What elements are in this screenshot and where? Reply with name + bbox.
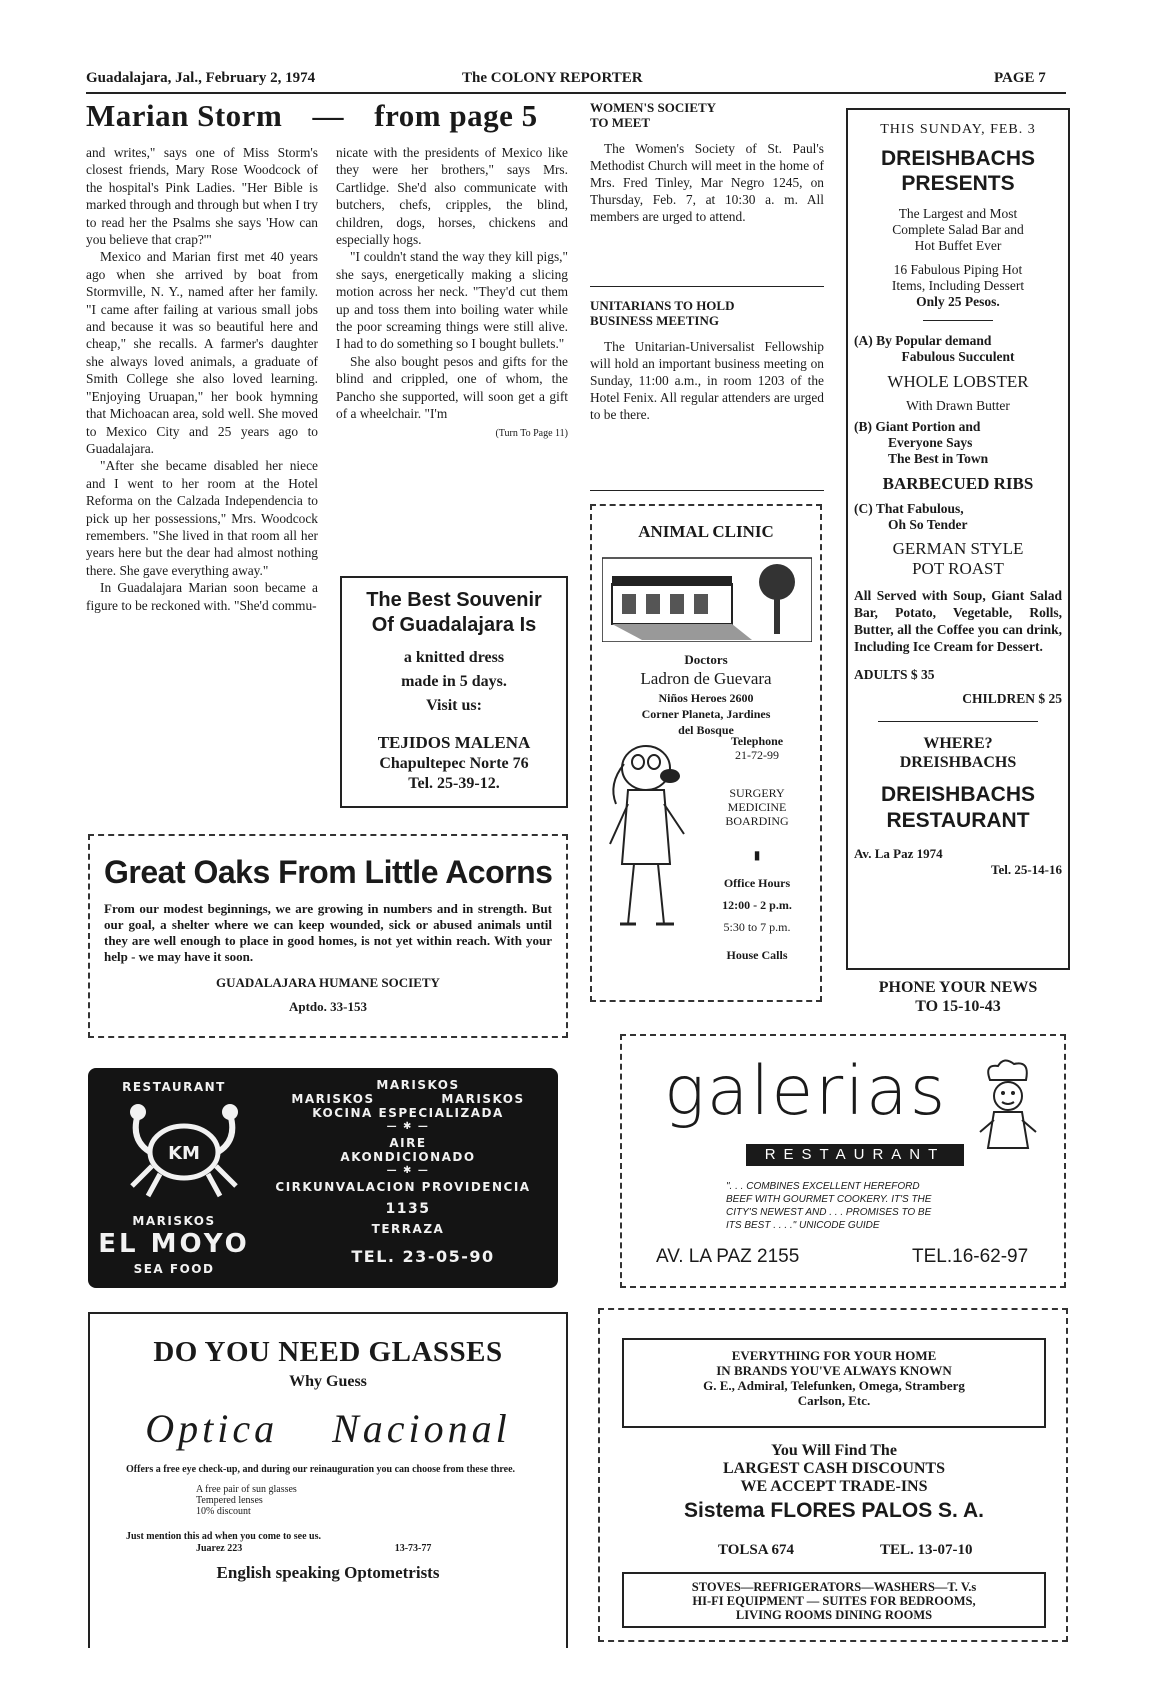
dr-restaurant-2: RESTAURANT: [886, 809, 1030, 832]
dog-doctor-illustration: [598, 734, 694, 934]
glasses-offer: Offers a free eye check-up, and during our reinauguration you can choose from these three.: [126, 1464, 516, 1475]
dr-tel: Tel. 25-14-16: [990, 862, 1062, 877]
galerias-quote-2: BEEF WITH GOURMET COOKERY. IT'S THE: [726, 1194, 932, 1205]
article-column-1: [86, 144, 318, 614]
moyo-mariscos-top: MARISKOS: [376, 1078, 460, 1092]
optica-word: Optica: [145, 1406, 279, 1451]
clinic-address-3: del Bosque: [678, 723, 734, 737]
moyo-star: — ✱ —: [386, 1165, 430, 1176]
galerias-address: AV. LA PAZ 2155: [656, 1246, 800, 1267]
flores-address: TOLSA 674: [718, 1542, 795, 1558]
headline-right: from page 5: [374, 98, 538, 133]
clinic-hours-1: 12:00 - 2 p.m.: [722, 898, 792, 912]
dr-fab-2: Items, Including Dessert: [891, 278, 1025, 293]
dr-salad-1: The Largest and Most: [898, 206, 1018, 221]
unitarians-head-1: UNITARIANS TO HOLD: [590, 298, 735, 313]
dr-name: DREISHBACHS: [880, 147, 1035, 170]
flores-brands-box: [622, 1338, 1046, 1428]
dr-b-2: Everyone Says: [888, 435, 973, 450]
unitarians-text: The Unitarian-Universalist Fellowship will hold an important business meeting on Sunday, 11:00 a.m., in room 1203 of the Hotel Fenix. All regular attenders are urged to be there.: [590, 339, 824, 422]
dr-where: WHERE?: [923, 735, 993, 752]
glasses-mention: Just mention this ad when you come to see us.: [126, 1531, 322, 1542]
souvenir-line-2: made in 5 days.: [401, 673, 507, 690]
animal-clinic-ad: [590, 504, 822, 1002]
acorns-text: From our modest beginnings, we are growing in numbers and in strength. But our goal, a shelter where we can keep wounded, sick or abused animals until they are well enough to place in good homes, is not yet within reach. With your help - we may have it soon.: [104, 901, 552, 964]
glasses-english: English speaking Optometrists: [216, 1563, 440, 1582]
dr-restaurant-1: DREISHBACHS: [880, 783, 1035, 806]
clinic-doctor-name: Ladron de Guevara: [640, 669, 772, 688]
dr-children: CHILDREN $ 25: [962, 691, 1062, 706]
galerias-quote-1: ". . . COMBINES EXCELLENT HEREFORD: [726, 1181, 920, 1192]
article-paragraph: Mexico and Marian first met 40 years ago when she arrived by boat from Stormville, N. Y., named after her family. "I came after failing at various small jobs and because it was so beautiful here and cheap," she recalls. A farmer's daughter she always loved animals, a graduate of Smith College she also loved learning. "Enjoying Uruapan," her book hymning that Michoacan area, sold well. She moved to Mexico City and 25 years ago to Guadalajara.: [86, 249, 318, 456]
moyo-terraza: TERRAZA: [371, 1222, 445, 1236]
moyo-number: 1135: [385, 1201, 431, 1217]
article-column-2: [336, 144, 568, 442]
dr-a-3: WHOLE LOBSTER: [887, 372, 1029, 391]
phone-line-1: PHONE YOUR NEWS: [878, 979, 1038, 996]
divider: [878, 721, 1038, 722]
clinic-service-3: BOARDING: [725, 814, 789, 828]
dr-presents: PRESENTS: [901, 172, 1015, 195]
galerias-logo: galerias: [664, 1052, 948, 1131]
souvenir-title-2: Of Guadalajara Is: [371, 614, 537, 636]
moyo-mariscos-right: MARISKOS: [441, 1092, 525, 1106]
clinic-hours-2: 5:30 to 7 p.m.: [723, 920, 791, 934]
dr-fab-1: 16 Fabulous Piping Hot: [893, 262, 1023, 277]
flores-products-3: LIVING ROOMS DINING ROOMS: [735, 1608, 933, 1622]
womens-text: The Women's Society of St. Paul's Methodist Church will meet in the home of Mrs. Fred Tinley, Mar Negro 1245, on Thursday, Feb. 7, at 10:30 a. m. All members are urged to attend.: [590, 141, 824, 224]
moyo-kocina: KOCINA ESPECIALIZADA: [312, 1106, 504, 1120]
dr-c-1: (C) That Fabulous,: [854, 501, 964, 516]
unitarians-head-2: BUSINESS MEETING: [590, 313, 719, 328]
moyo-name: EL MOYO: [98, 1229, 250, 1259]
glasses-title: DO YOU NEED GLASSES: [153, 1336, 503, 1368]
souvenir-ad: [340, 576, 568, 808]
glasses-option-2: Tempered lenses: [196, 1495, 263, 1506]
clinic-service-2: MEDICINE: [727, 800, 787, 814]
acorns-apdo: Aptdo. 33-153: [288, 999, 367, 1014]
clinic-bullet: ▮: [753, 848, 761, 862]
dr-where-2: DREISHBACHS: [899, 754, 1017, 771]
glasses-option-3: 10% discount: [196, 1506, 251, 1517]
dr-a-2: Fabulous Succulent: [901, 349, 1015, 364]
dr-c-4: POT ROAST: [912, 559, 1004, 578]
humane-society-ad: [88, 834, 568, 1038]
phone-line-2: TO 15-10-43: [915, 998, 1001, 1015]
divider: [590, 286, 824, 287]
dr-address: Av. La Paz 1974: [854, 846, 943, 861]
moyo-cirk: CIRKUNVALACION PROVIDENCIA: [275, 1180, 531, 1194]
nacional-word: Nacional: [332, 1406, 511, 1451]
article-paragraph: She also bought pesos and gifts for the blind and crippled, one of whom, the Pancho she supported, will soon get a gift of a wheelchair. "I'm: [336, 353, 568, 422]
clinic-title: ANIMAL CLINIC: [638, 522, 774, 541]
souvenir-line-1: a knitted dress: [403, 649, 505, 666]
moyo-aire: AIRE: [389, 1136, 427, 1150]
acorns-title: Great Oaks From Little Acorns: [104, 854, 553, 890]
flores-discounts: [622, 1442, 1046, 1524]
souvenir-line-3: Visit us:: [426, 697, 482, 714]
clinic-building-illustration: [602, 554, 812, 642]
moyo-akond: AKONDICIONADO: [340, 1150, 476, 1164]
dateline: Guadalajara, Jal., February 2, 1974: [86, 70, 316, 86]
acorns-society: GUADALAJARA HUMANE SOCIETY: [216, 975, 440, 990]
dr-sunday: THIS SUNDAY, FEB. 3: [880, 122, 1036, 137]
flores-products-2: HI-FI EQUIPMENT — SUITES FOR BEDROOMS,: [692, 1594, 976, 1608]
flores-products-1: STOVES—REFRIGERATORS—WASHERS—T. V.s: [691, 1580, 977, 1594]
turn-to-page: (Turn To Page 11): [495, 427, 568, 439]
moyo-restaurant: RESTAURANT: [122, 1080, 226, 1094]
galerias-quote-3: CITY'S NEWEST AND . . . PROMISES TO BE: [726, 1207, 932, 1218]
flores-palos-ad: [598, 1308, 1068, 1642]
glasses-tel: 13-73-77: [394, 1543, 432, 1554]
moyo-star: — ✱ —: [386, 1121, 430, 1132]
crab-logo-icon: [124, 1100, 244, 1200]
headline-dash: —: [312, 98, 345, 133]
souvenir-phone: Tel. 25-39-12.: [408, 775, 500, 792]
galerias-restaurant: RESTAURANT: [746, 1144, 964, 1166]
dr-a-4: With Drawn Butter: [906, 398, 1010, 413]
clinic-info-right: [696, 734, 818, 962]
page-number: PAGE 7: [994, 70, 1046, 86]
galerias-ad: [620, 1034, 1066, 1288]
galerias-quote: [726, 1180, 986, 1232]
galerias-quote-4: ITS BEST . . . ." UNICODE GUIDE: [726, 1220, 880, 1231]
glasses-options: [196, 1484, 566, 1517]
glasses-why: Why Guess: [289, 1373, 367, 1390]
header-rule: [86, 92, 1066, 94]
flores-tradeins: WE ACCEPT TRADE-INS: [740, 1478, 928, 1495]
dr-b-1: (B) Giant Portion and: [854, 419, 981, 434]
clinic-doctors: Doctors: [684, 652, 728, 667]
womens-head-2: TO MEET: [590, 115, 651, 130]
glasses-option-1: A free pair of sun glasses: [196, 1484, 297, 1495]
souvenir-shop-name: TEJIDOS MALENA: [377, 733, 531, 752]
dr-c-2: Oh So Tender: [888, 517, 968, 532]
article-paragraph: "I couldn't stand the way they kill pigs," she says, energetically making a slicing motion across her neck. "They'd cut them up and toss them into boiling water while the poor screaming things were still alive. I had to do something so I bought bullets.": [336, 249, 568, 352]
dr-served: All Served with Soup, Giant Salad Bar, Potato, Vegetable, Rolls, Butter, all the Coffee you can drink, Including Ice Cream for Dessert.: [854, 588, 1062, 654]
paper-name: The COLONY REPORTER: [462, 70, 643, 86]
article-headline: [86, 98, 564, 134]
phone-your-news: [846, 978, 1070, 1016]
dreishbachs-ad: [846, 108, 1070, 970]
dr-fab-3: Only 25 Pesos.: [916, 294, 1000, 309]
galerias-tel: TEL.16-62-97: [912, 1246, 1029, 1267]
womens-head-1: WOMEN'S SOCIETY: [590, 100, 717, 115]
moyo-mariscos-bottom: MARISKOS: [132, 1214, 216, 1228]
clinic-service-1: SURGERY: [729, 786, 785, 800]
dr-adults: ADULTS $ 35: [854, 667, 935, 682]
flores-largest: LARGEST CASH DISCOUNTS: [723, 1460, 945, 1477]
unitarians-notice: [590, 298, 824, 423]
divider: [590, 490, 824, 491]
flores-brands-1: EVERYTHING FOR YOUR HOME: [731, 1348, 937, 1363]
souvenir-title-1: The Best Souvenir: [366, 589, 542, 611]
article-paragraph: nicate with the presidents of Mexico like they were her brothers," says Mrs. Cartlidge. She'd also communicate with butchers, chefs, cripples, the blind, children, dogs, horses, chickens and especially hogs.: [336, 145, 568, 248]
flores-products-box: [622, 1572, 1046, 1628]
flores-find: You Will Find The: [771, 1442, 897, 1459]
clinic-house-calls: House Calls: [726, 948, 788, 962]
flores-brands-3: G. E., Admiral, Telefunken, Omega, Stramberg: [703, 1378, 965, 1393]
clinic-address-2: Corner Planeta, Jardines: [641, 707, 771, 721]
moyo-tel: TEL. 23-05-90: [351, 1247, 495, 1266]
dr-b-3: The Best in Town: [888, 451, 989, 466]
clinic-tel-label: Telephone: [730, 734, 784, 748]
optica-logo: [90, 1405, 566, 1452]
flores-name: Sistema FLORES PALOS S. A.: [684, 1499, 984, 1522]
glasses-address-row: [196, 1543, 566, 1555]
dr-a-1: (A) By Popular demand: [854, 333, 992, 348]
souvenir-address: Chapultepec Norte 76: [379, 755, 529, 772]
el-moyo-ad: [88, 1068, 558, 1288]
headline-left: Marian Storm: [86, 98, 283, 133]
clinic-hours-label: Office Hours: [723, 876, 791, 890]
clinic-address-1: Niños Heroes 2600: [658, 691, 754, 705]
crab-logo-letters: KM: [168, 1143, 200, 1164]
moyo-seafood: SEA FOOD: [133, 1262, 215, 1276]
dr-salad-2: Complete Salad Bar and: [892, 222, 1024, 237]
article-paragraph: In Guadalajara Marian soon became a figure to be reckoned with. "She'd commu-: [86, 580, 318, 613]
glasses-address: Juarez 223: [196, 1543, 243, 1554]
womens-society-notice: [590, 100, 824, 225]
chef-icon: [976, 1058, 1040, 1154]
divider: [923, 320, 993, 321]
dr-c-3: GERMAN STYLE: [892, 539, 1024, 558]
flores-tel: TEL. 13-07-10: [880, 1542, 973, 1558]
article-paragraph: "After she became disabled her niece and I went to her room at the Hotel Reforma on the Calzada Independencia to pick up her possessions," Mrs. Woodcock remembers. "She lived in that room all her years here but the dear had almost nothing there. She gave everything away.": [86, 458, 318, 578]
moyo-mariscos-left: MARISKOS: [291, 1092, 375, 1106]
clinic-tel: 21-72-99: [735, 748, 779, 762]
flores-brands-4: Carlson, Etc.: [797, 1393, 871, 1408]
article-paragraph: and writes," says one of Miss Storm's closest friends, Mary Rose Woodcock of the hospital's Pink Ladies. "Her Bible is marked through and through but when I try to read her the Psalms she says 'How can you believe that crap?'": [86, 145, 318, 248]
optica-nacional-ad: [88, 1312, 568, 1648]
flores-brands-2: IN BRANDS YOU'VE ALWAYS KNOWN: [716, 1363, 952, 1378]
dr-b-4: BARBECUED RIBS: [882, 474, 1034, 493]
dr-salad-3: Hot Buffet Ever: [914, 238, 1002, 253]
clinic-details: [592, 652, 820, 738]
